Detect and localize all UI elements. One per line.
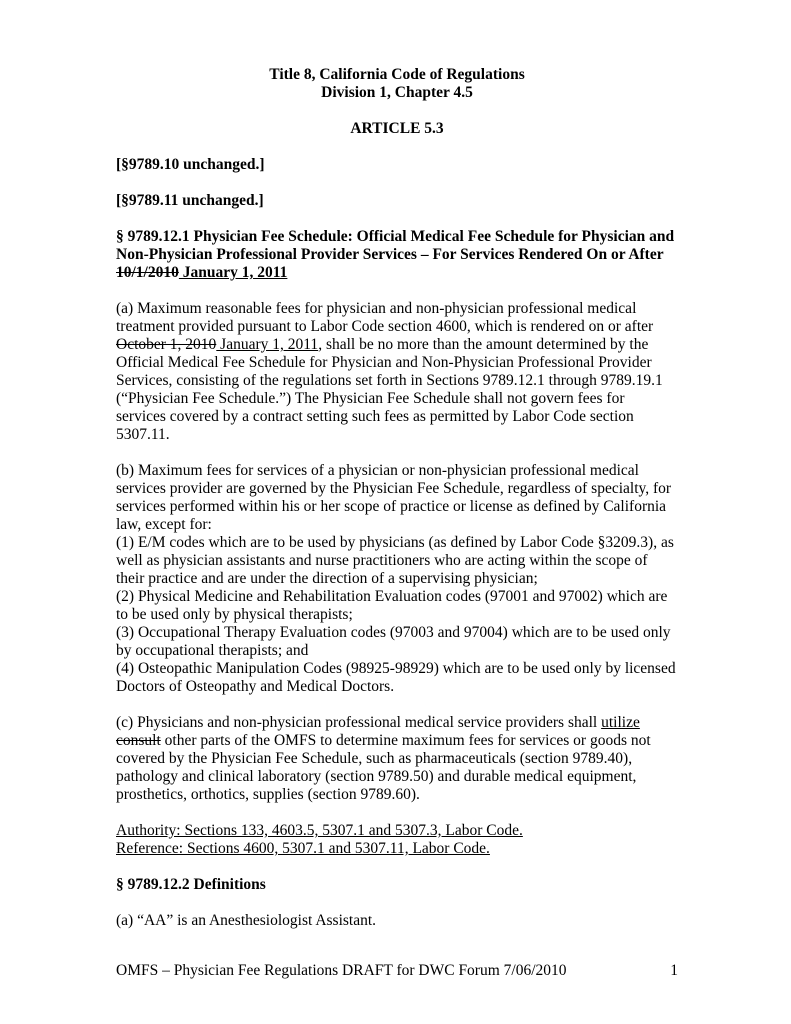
unchanged-9789-11: [§9789.11 unchanged.]: [116, 192, 264, 209]
paragraph-b-intro: (b) Maximum fees for services of a physician or non-physician professional medical services provider are governed by the Physician Fee Schedule, regardless of specialty, for services performed within his or her scope of practice or license as defined by California law, except for:: [116, 462, 672, 533]
definition-a: (a) “AA” is an Anesthesiologist Assistant.: [116, 912, 377, 929]
footer-text: OMFS – Physician Fee Regulations DRAFT for DWC Forum 7/06/2010: [116, 962, 567, 979]
title-line-2: Division 1, Chapter 4.5: [321, 84, 473, 101]
paragraph-a-struck: October 1, 2010: [116, 336, 217, 353]
paragraph-b-item-2: (2) Physical Medicine and Rehabilitation Evaluation codes (97001 and 97002) which are to be used only by physical therapists;: [116, 588, 668, 623]
paragraph-c-inserted: utilize: [601, 714, 640, 731]
page-number: 1: [670, 962, 678, 979]
struck-date: 10/1/2010: [116, 264, 179, 281]
paragraph-c-text-1: (c) Physicians and non-physician professional medical service providers shall: [116, 714, 602, 731]
document-page: [116, 66, 678, 930]
section-heading-9789-12-1: [116, 228, 678, 282]
definitions-heading: § 9789.12.2 Definitions: [116, 876, 266, 893]
article-heading: ARTICLE 5.3: [350, 120, 444, 137]
page-footer: [116, 962, 678, 980]
paragraph-a: [116, 300, 678, 444]
reference-line: Reference: Sections 4600, 5307.1 and 5307.11, Labor Code.: [116, 840, 490, 857]
paragraph-a-text-1: (a) Maximum reasonable fees for physician and non-physician professional medical treatment provided pursuant to Labor Code section 4600, which is rendered on or after: [116, 300, 654, 335]
paragraph-c-text-2: other parts of the OMFS to determine maximum fees for services or goods not covered by the Physician Fee Schedule, such as pharmaceuticals (section 9789.40), pathology and clinical laboratory (section 9789.50) and durable medical equipment, prosthetics, orthotics, supplies (section 9789.60).: [116, 732, 651, 803]
authority-line: Authority: Sections 133, 4603.5, 5307.1 and 5307.3, Labor Code.: [116, 822, 523, 839]
authority-block: [116, 822, 678, 858]
paragraph-c-struck: consult: [116, 732, 161, 749]
paragraph-c: [116, 714, 678, 804]
paragraph-b-item-4: (4) Osteopathic Manipulation Codes (98925-98929) which are to be used only by licensed Doctors of Osteopathy and Medical Doctors.: [116, 660, 676, 695]
title-line-1: Title 8, California Code of Regulations: [269, 66, 525, 83]
paragraph-b: [116, 462, 678, 696]
paragraph-b-item-3: (3) Occupational Therapy Evaluation codes (97003 and 97004) which are to be used only by occupational therapists; and: [116, 624, 671, 659]
section-heading-text: § 9789.12.1 Physician Fee Schedule: Official Medical Fee Schedule for Physician and Non-Physician Professional Provider Services – For Services Rendered On or After: [116, 228, 675, 263]
paragraph-b-item-1: (1) E/M codes which are to be used by physicians (as defined by Labor Code §3209.3), as well as physician assistants and nurse practitioners who are acting within the scope of their practice and are under the direction of a supervising physician;: [116, 534, 674, 587]
paragraph-a-inserted: January 1, 2011: [216, 336, 319, 353]
inserted-date: January 1, 2011: [178, 264, 288, 281]
unchanged-9789-10: [§9789.10 unchanged.]: [116, 156, 265, 173]
paragraph-a-text-2: , shall be no more than the amount determined by the Official Medical Fee Schedule for Physician and Non-Physician Professional Provider Services, consisting of the regulations set forth in Sections 9789.12.1 through 9789.19.1 (“Physician Fee Schedule.”) The Physician Fee Schedule shall not govern fees for services covered by a contract setting such fees as permitted by Labor Code section 5307.11.: [116, 336, 663, 443]
